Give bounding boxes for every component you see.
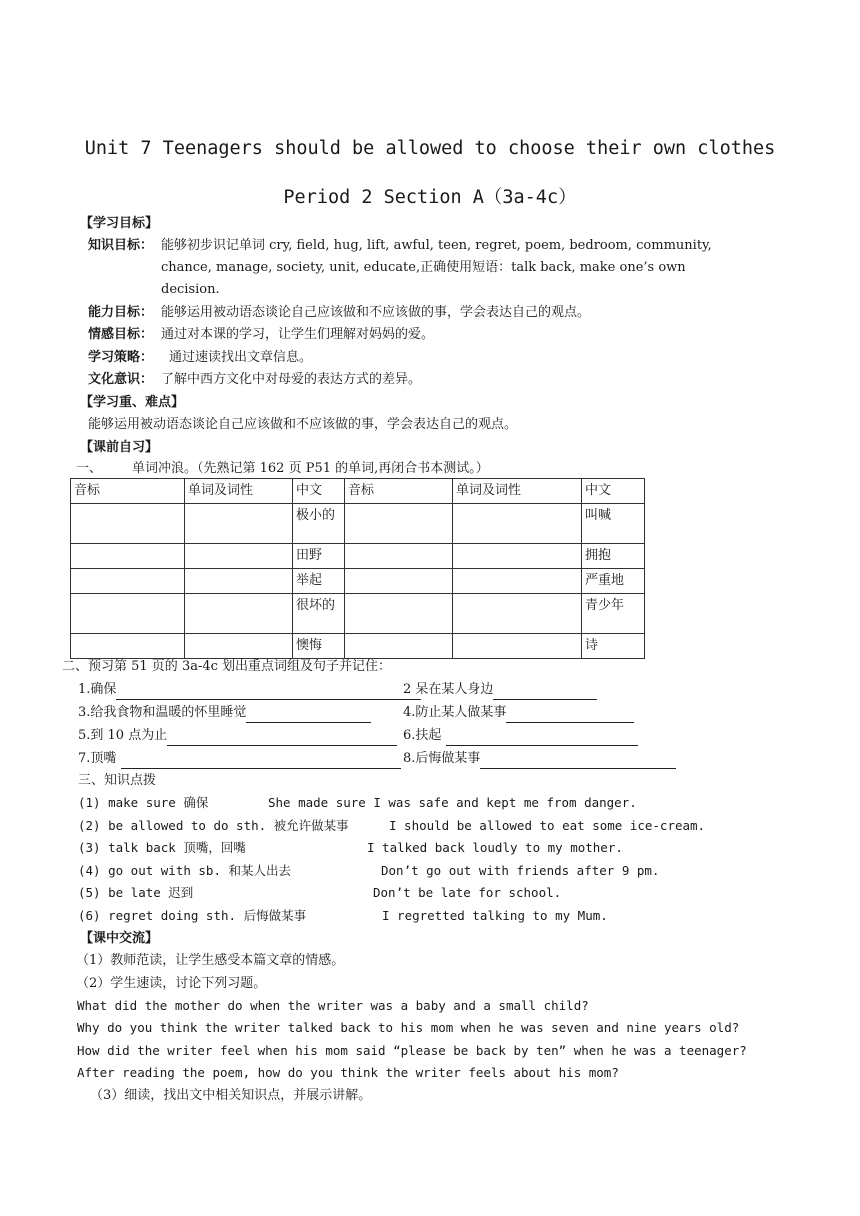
- phonetic-cell[interactable]: [71, 544, 185, 569]
- table-row: [71, 544, 645, 569]
- culture-text: 了解中西方文化中对母爱的表达方式的差异。: [161, 372, 422, 387]
- phrase-label: 7.顶嘴: [78, 751, 117, 766]
- answer-blank[interactable]: [246, 707, 371, 723]
- word-cell[interactable]: [185, 594, 293, 634]
- knowledge-phrase: (1) make sure 确保: [78, 795, 209, 810]
- table-header: 音标: [71, 479, 185, 504]
- knowledge-example: Don’t be late for school.: [373, 885, 562, 900]
- knowledge-phrase: (3) talk back 顶嘴，回嘴: [78, 840, 246, 855]
- knowledge-phrase: (6) regret doing sth. 后悔做某事: [78, 908, 307, 923]
- table-row: [71, 569, 645, 594]
- class-step-3: （3）细读，找出文中相关知识点，并展示讲解。: [90, 1088, 372, 1103]
- goals-heading: 【学习目标】: [80, 216, 159, 231]
- discussion-question: Why do you think the writer talked back to his mom when he was seven and nine years old?: [77, 1020, 740, 1035]
- culture-label: 文化意识：: [88, 372, 154, 387]
- page-title: Unit 7 Teenagers should be allowed to choose their own clothes: [84, 138, 776, 159]
- answer-blank[interactable]: [121, 753, 401, 769]
- phonetic-cell[interactable]: [345, 634, 453, 659]
- table-row: [71, 594, 645, 634]
- phrase-item-7: [78, 749, 401, 769]
- section2-instruction: 二、预习第 51 页的 3a-4c 划出重点词组及句子并记住：: [62, 659, 392, 674]
- table-header: 单词及词性: [453, 479, 582, 504]
- discussion-question: What did the mother do when the writer was a baby and a small child?: [77, 998, 589, 1013]
- table-row: [71, 634, 645, 659]
- phrase-item-3: [78, 703, 371, 723]
- knowledge-example: Don’t go out with friends after 9 pm.: [381, 863, 660, 878]
- word-cell[interactable]: [185, 634, 293, 659]
- chinese-cell: 很坏的: [293, 594, 345, 634]
- phonetic-cell[interactable]: [71, 594, 185, 634]
- word-cell[interactable]: [453, 569, 582, 594]
- answer-blank[interactable]: [506, 707, 634, 723]
- emotion-goal-text: 通过对本课的学习，让学生们理解对妈妈的爱。: [161, 327, 435, 342]
- discussion-question: After reading the poem, how do you think the writer feels about his mom?: [77, 1065, 619, 1080]
- ability-goal-label: 能力目标：: [88, 305, 154, 320]
- chinese-cell: 青少年: [582, 594, 645, 634]
- ability-goal-text: 能够运用被动语态谈论自己应该做和不应该做的事，学会表达自己的观点。: [161, 305, 591, 320]
- knowledge-phrase: (2) be allowed to do sth. 被允许做某事: [78, 818, 349, 833]
- phrase-label: 6.扶起: [403, 728, 442, 743]
- page-subtitle: Period 2 Section A（3a-4c）: [283, 187, 577, 208]
- knowledge-example: She made sure I was safe and kept me from danger.: [268, 795, 637, 810]
- strategy-text: 通过速读找出文章信息。: [169, 350, 313, 365]
- answer-blank[interactable]: [480, 753, 676, 769]
- phrase-item-4: [403, 703, 634, 723]
- chinese-cell: 诗: [582, 634, 645, 659]
- phonetic-cell[interactable]: [345, 504, 453, 544]
- knowledge-phrase: (4) go out with sb. 和某人出去: [78, 863, 292, 878]
- phrase-item-5: [78, 726, 397, 746]
- section3-heading: 三、知识点拨: [78, 773, 157, 788]
- discussion-question: How did the writer feel when his mom said “please be back by ten” when he was a teenager?: [77, 1043, 747, 1058]
- phrase-label: 2 呆在某人身边: [403, 682, 494, 697]
- class-step-1: （1）教师范读，让学生感受本篇文章的情感。: [76, 953, 345, 968]
- table-header: 单词及词性: [185, 479, 293, 504]
- strategy-label: 学习策略：: [88, 350, 154, 365]
- knowledge-goal-text-1: 能够初步识记单词 cry, field, hug, lift, awful, teen, regret, poem, bedroom, community,: [161, 238, 712, 253]
- class-step-2: （2）学生速读，讨论下列习题。: [76, 976, 267, 991]
- chinese-cell: 极小的: [293, 504, 345, 544]
- word-cell[interactable]: [453, 504, 582, 544]
- answer-blank[interactable]: [493, 684, 597, 700]
- table-row: [71, 504, 645, 544]
- knowledge-goal-text-2: chance, manage, society, unit, educate,正确使用短语：talk back, make one’s own: [161, 260, 686, 275]
- word-cell[interactable]: [185, 569, 293, 594]
- phrase-label: 1.确保: [78, 682, 117, 697]
- knowledge-goal-label: 知识目标：: [88, 238, 154, 253]
- table-header: 音标: [345, 479, 453, 504]
- phrase-label: 8.后悔做某事: [403, 751, 481, 766]
- chinese-cell: 叫喊: [582, 504, 645, 544]
- phrase-item-6: [403, 726, 638, 746]
- emotion-goal-label: 情感目标：: [88, 327, 154, 342]
- word-cell[interactable]: [453, 544, 582, 569]
- word-cell[interactable]: [185, 544, 293, 569]
- chinese-cell: 拥抱: [582, 544, 645, 569]
- phrase-label: 3.给我食物和温暖的怀里睡觉: [78, 705, 247, 720]
- answer-blank[interactable]: [116, 684, 421, 700]
- answer-blank[interactable]: [446, 730, 638, 746]
- knowledge-phrase: (5) be late 迟到: [78, 885, 194, 900]
- vocab-table: [70, 478, 645, 659]
- phrase-item-1: [78, 680, 421, 700]
- phonetic-cell[interactable]: [345, 594, 453, 634]
- phrase-item-2: [403, 680, 597, 700]
- preview-heading: 【课前自习】: [80, 440, 159, 455]
- phonetic-cell[interactable]: [71, 569, 185, 594]
- table-header-row: [71, 479, 645, 504]
- key-points-text: 能够运用被动语态谈论自己应该做和不应该做的事，学会表达自己的观点。: [88, 417, 518, 432]
- table-header: 中文: [293, 479, 345, 504]
- key-points-heading: 【学习重、难点】: [80, 395, 185, 410]
- phrase-item-8: [403, 749, 676, 769]
- chinese-cell: 田野: [293, 544, 345, 569]
- phonetic-cell[interactable]: [71, 504, 185, 544]
- section1-instruction: 单词冲浪。（先熟记第 162 页 P51 的单词,再闭合书本测试。）: [132, 461, 489, 476]
- phonetic-cell[interactable]: [345, 569, 453, 594]
- table-header: 中文: [582, 479, 645, 504]
- section1-number: 一、: [76, 461, 103, 476]
- knowledge-example: I regretted talking to my Mum.: [382, 908, 608, 923]
- chinese-cell: 举起: [293, 569, 345, 594]
- knowledge-goal-text-3: decision.: [161, 282, 220, 297]
- knowledge-example: I talked back loudly to my mother.: [367, 840, 623, 855]
- phonetic-cell[interactable]: [71, 634, 185, 659]
- chinese-cell: 严重地: [582, 569, 645, 594]
- knowledge-example: I should be allowed to eat some ice-cream.: [389, 818, 706, 833]
- answer-blank[interactable]: [167, 730, 397, 746]
- chinese-cell: 懊悔: [293, 634, 345, 659]
- word-cell[interactable]: [185, 504, 293, 544]
- phrase-label: 5.到 10 点为止: [78, 728, 168, 743]
- word-cell[interactable]: [453, 594, 582, 634]
- phonetic-cell[interactable]: [345, 544, 453, 569]
- class-heading: 【课中交流】: [80, 931, 159, 946]
- word-cell[interactable]: [453, 634, 582, 659]
- phrase-label: 4.防止某人做某事: [403, 705, 507, 720]
